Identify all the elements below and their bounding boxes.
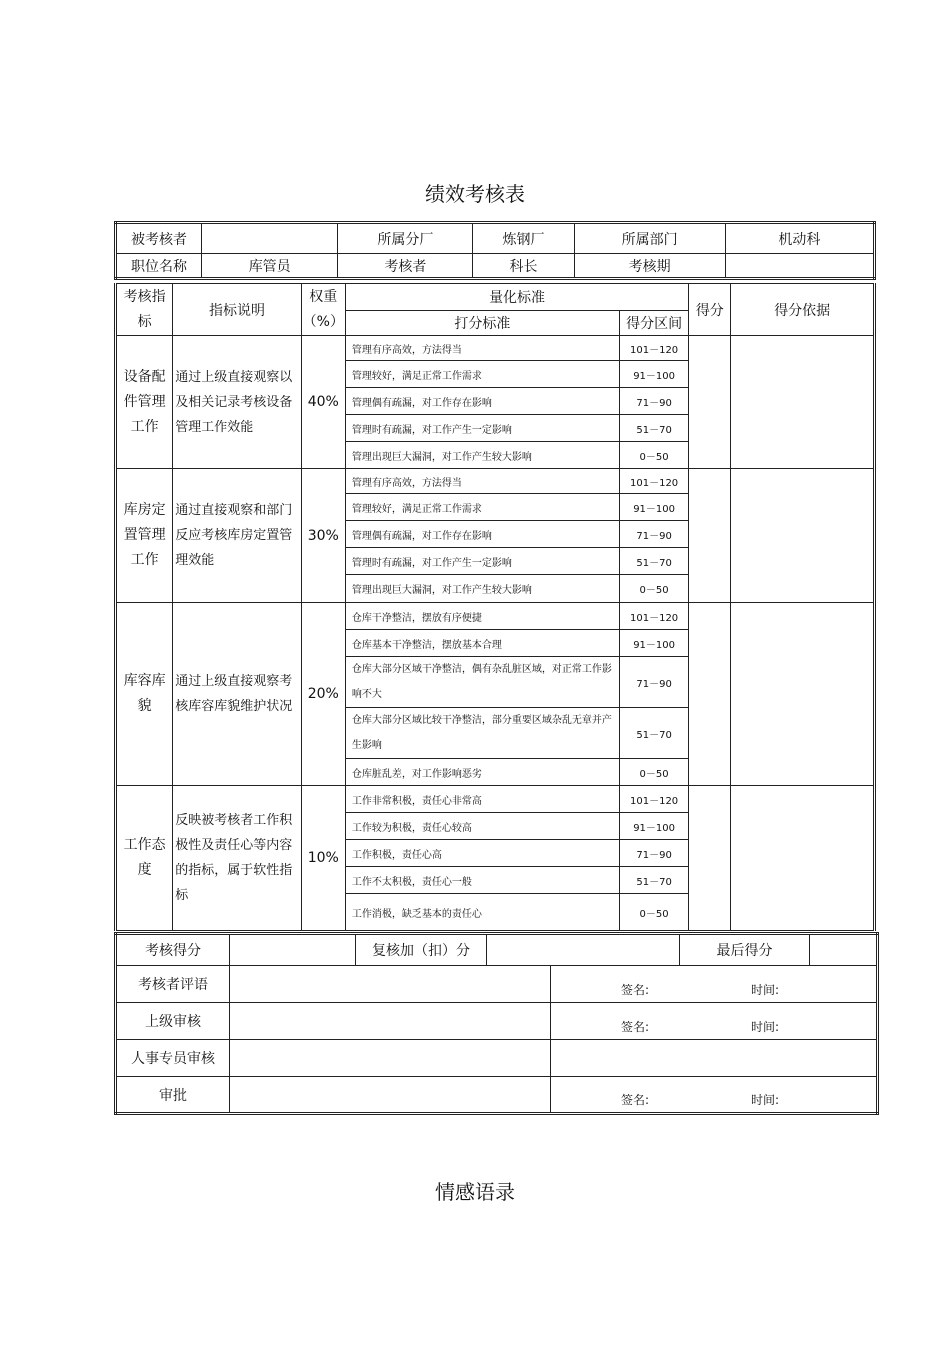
score-range: 91－100 <box>619 813 688 840</box>
hr-signature <box>551 1040 878 1077</box>
score-range: 101－120 <box>619 603 688 630</box>
time-label: 时间: <box>751 1020 780 1034</box>
score-range: 91－100 <box>619 494 688 521</box>
indicator-name: 库容库貌 <box>116 603 173 786</box>
sign-label: 签名: <box>621 1020 650 1034</box>
factory-field[interactable]: 炼钢厂 <box>473 223 574 254</box>
scoring-criterion: 管理时有疏漏，对工作产生一定影响 <box>345 415 619 442</box>
factory-label: 所属分厂 <box>338 223 473 254</box>
comment-signature <box>551 966 878 1003</box>
score-range: 71－90 <box>619 388 688 415</box>
col-description-header: 指标说明 <box>173 284 302 336</box>
scoring-criterion: 管理较好，满足正常工作需求 <box>345 361 619 388</box>
examinee-label: 被考核者 <box>116 223 202 254</box>
indicator-name: 库房定置管理工作 <box>116 469 173 603</box>
assessment-table <box>114 283 876 931</box>
superior-signature <box>551 1003 878 1040</box>
period-label: 考核期 <box>574 254 725 279</box>
score-range: 0－50 <box>619 442 688 469</box>
scoring-criterion: 管理较好，满足正常工作需求 <box>345 494 619 521</box>
score-range: 71－90 <box>619 840 688 867</box>
score-range: 51－70 <box>619 548 688 575</box>
indicator-description: 通过上级直接观察以及相关记录考核设备管理工作效能 <box>173 336 302 469</box>
score-basis-field[interactable] <box>731 336 875 469</box>
score-range: 0－50 <box>619 575 688 603</box>
review-field[interactable] <box>487 934 680 966</box>
scoring-criterion: 仓库大部分区域干净整洁，偶有杂乱脏区域，对正常工作影响不大 <box>345 657 619 708</box>
scoring-criterion: 管理有序高效，方法得当 <box>345 469 619 494</box>
superior-field[interactable] <box>230 1003 551 1040</box>
col-weight-header: 权重（%） <box>301 284 345 336</box>
scoring-criterion: 工作不太积极，责任心一般 <box>345 867 619 894</box>
score-basis-field[interactable] <box>731 469 875 603</box>
time-label: 时间: <box>751 1093 780 1107</box>
approve-signature <box>551 1077 878 1114</box>
score-field[interactable] <box>689 336 731 469</box>
scoring-criterion: 管理出现巨大漏洞，对工作产生较大影响 <box>345 575 619 603</box>
col-indicator-header: 考核指标 <box>116 284 173 336</box>
score-range: 101－120 <box>619 786 688 813</box>
final-field[interactable] <box>810 934 878 966</box>
score-range: 101－120 <box>619 336 688 361</box>
score-basis-field[interactable] <box>731 603 875 786</box>
scoring-criterion: 仓库基本干净整洁，摆放基本合理 <box>345 630 619 657</box>
hr-field[interactable] <box>230 1040 551 1077</box>
score-field[interactable] <box>689 786 731 931</box>
scoring-criterion: 工作消极，缺乏基本的责任心 <box>345 894 619 931</box>
indicator-description: 通过直接观察和部门反应考核库房定置管理效能 <box>173 469 302 603</box>
score-range: 0－50 <box>619 759 688 786</box>
indicator-name: 设备配件管理工作 <box>116 336 173 469</box>
final-label: 最后得分 <box>680 934 810 966</box>
score-range: 91－100 <box>619 630 688 657</box>
form-title: 绩效考核表 <box>425 182 525 206</box>
scoring-criterion: 管理有序高效，方法得当 <box>345 336 619 361</box>
scoring-criterion: 仓库干净整洁，摆放有序便捷 <box>345 603 619 630</box>
approve-field[interactable] <box>230 1077 551 1114</box>
sign-label: 签名: <box>621 983 650 997</box>
examiner-label: 考核者 <box>338 254 473 279</box>
examinee-field[interactable] <box>202 223 338 254</box>
col-scoring-header: 打分标准 <box>345 311 619 336</box>
criteria-row <box>116 786 875 813</box>
position-field[interactable]: 库管员 <box>202 254 338 279</box>
indicator-description: 反映被考核者工作积极性及责任心等内容的指标，属于软性指标 <box>173 786 302 931</box>
indicator-weight: 30% <box>301 469 345 603</box>
scoring-criterion: 管理偶有疏漏，对工作存在影响 <box>345 521 619 548</box>
indicator-weight: 20% <box>301 603 345 786</box>
scoring-criterion: 管理时有疏漏，对工作产生一定影响 <box>345 548 619 575</box>
score-range: 71－90 <box>619 521 688 548</box>
period-field[interactable] <box>725 254 874 279</box>
col-score-header: 得分 <box>689 284 731 336</box>
col-basis-header: 得分依据 <box>731 284 875 336</box>
score-range: 101－120 <box>619 469 688 494</box>
comment-label: 考核者评语 <box>116 966 230 1003</box>
scoring-criterion: 工作非常积极，责任心非常高 <box>345 786 619 813</box>
indicator-name: 工作态度 <box>116 786 173 931</box>
position-label: 职位名称 <box>116 254 202 279</box>
header-table <box>114 221 876 280</box>
score-label: 考核得分 <box>116 934 230 966</box>
criteria-row <box>116 336 875 361</box>
approve-label: 审批 <box>116 1077 230 1114</box>
indicator-weight: 40% <box>301 336 345 469</box>
score-range: 51－70 <box>619 415 688 442</box>
scoring-criterion: 仓库大部分区域比较干净整洁，部分重要区域杂乱无章并产生影响 <box>345 708 619 759</box>
sign-label: 签名: <box>621 1093 650 1107</box>
examiner-field[interactable]: 科长 <box>473 254 574 279</box>
score-range: 91－100 <box>619 361 688 388</box>
emotional-quotes-title: 情感语录 <box>435 1180 515 1204</box>
dept-field[interactable]: 机动科 <box>725 223 874 254</box>
score-field[interactable] <box>689 469 731 603</box>
indicator-description: 通过上级直接观察考核库容库貌维护状况 <box>173 603 302 786</box>
dept-label: 所属部门 <box>574 223 725 254</box>
criteria-row <box>116 603 875 630</box>
col-range-header: 得分区间 <box>619 311 688 336</box>
time-label: 时间: <box>751 983 780 997</box>
col-quant-header: 量化标准 <box>345 284 688 311</box>
scoring-criterion: 管理偶有疏漏，对工作存在影响 <box>345 388 619 415</box>
superior-label: 上级审核 <box>116 1003 230 1040</box>
review-label: 复核加（扣）分 <box>356 934 487 966</box>
criteria-row <box>116 469 875 494</box>
score-range: 71－90 <box>619 657 688 708</box>
score-range: 51－70 <box>619 708 688 759</box>
score-basis-field[interactable] <box>731 786 875 931</box>
indicator-weight: 10% <box>301 786 345 931</box>
score-range: 51－70 <box>619 867 688 894</box>
score-field[interactable] <box>230 934 356 966</box>
scoring-criterion: 工作积极，责任心高 <box>345 840 619 867</box>
scoring-criterion: 工作较为积极，责任心较高 <box>345 813 619 840</box>
scoring-criterion: 管理出现巨大漏洞，对工作产生较大影响 <box>345 442 619 469</box>
footer-table <box>114 932 879 1115</box>
score-range: 0－50 <box>619 894 688 931</box>
scoring-criterion: 仓库脏乱差，对工作影响恶劣 <box>345 759 619 786</box>
comment-field[interactable] <box>230 966 551 1003</box>
hr-label: 人事专员审核 <box>116 1040 230 1077</box>
score-field[interactable] <box>689 603 731 786</box>
